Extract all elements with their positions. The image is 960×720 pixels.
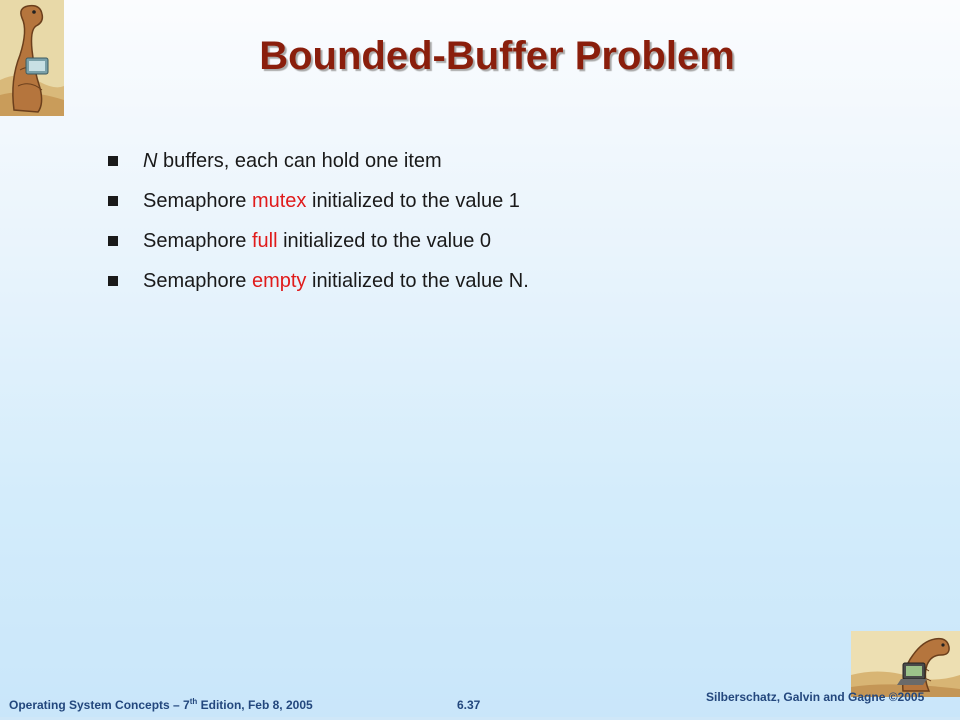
square-bullet-icon bbox=[108, 276, 118, 286]
bullet-prefix: Semaphore bbox=[143, 230, 252, 252]
bullet-suffix: initialized to the value 1 bbox=[306, 190, 520, 212]
semaphore-name: empty bbox=[251, 270, 307, 292]
square-bullet-icon bbox=[108, 156, 118, 166]
footer-edition-text: Edition, Feb 8, 2005 bbox=[197, 698, 313, 712]
semaphore-name: full bbox=[251, 230, 278, 252]
footer-course-title bbox=[9, 698, 313, 712]
bullet-suffix: initialized to the value 0 bbox=[277, 230, 492, 252]
footer-course-text: Operating System Concepts – 7 bbox=[9, 698, 190, 712]
bullet-suffix: initialized to the value N. bbox=[306, 270, 529, 292]
bullet-prefix: Semaphore bbox=[143, 190, 252, 212]
page-number: 6.37 bbox=[457, 698, 481, 712]
square-bullet-icon bbox=[108, 196, 118, 206]
footer-copyright: Silberschatz, Galvin and Gagne ©2005 bbox=[706, 690, 925, 704]
bullet-text: buffers, each can hold one item bbox=[157, 150, 442, 172]
semaphore-name: mutex bbox=[251, 190, 307, 212]
bullet-prefix: Semaphore bbox=[143, 270, 252, 292]
square-bullet-icon bbox=[108, 236, 118, 246]
footer-edition-sup: th bbox=[189, 697, 198, 706]
dinosaur-laptop-icon bbox=[851, 631, 960, 697]
bullet-variable: N bbox=[143, 150, 158, 172]
slide-title: Bounded-Buffer Problem bbox=[259, 34, 735, 78]
